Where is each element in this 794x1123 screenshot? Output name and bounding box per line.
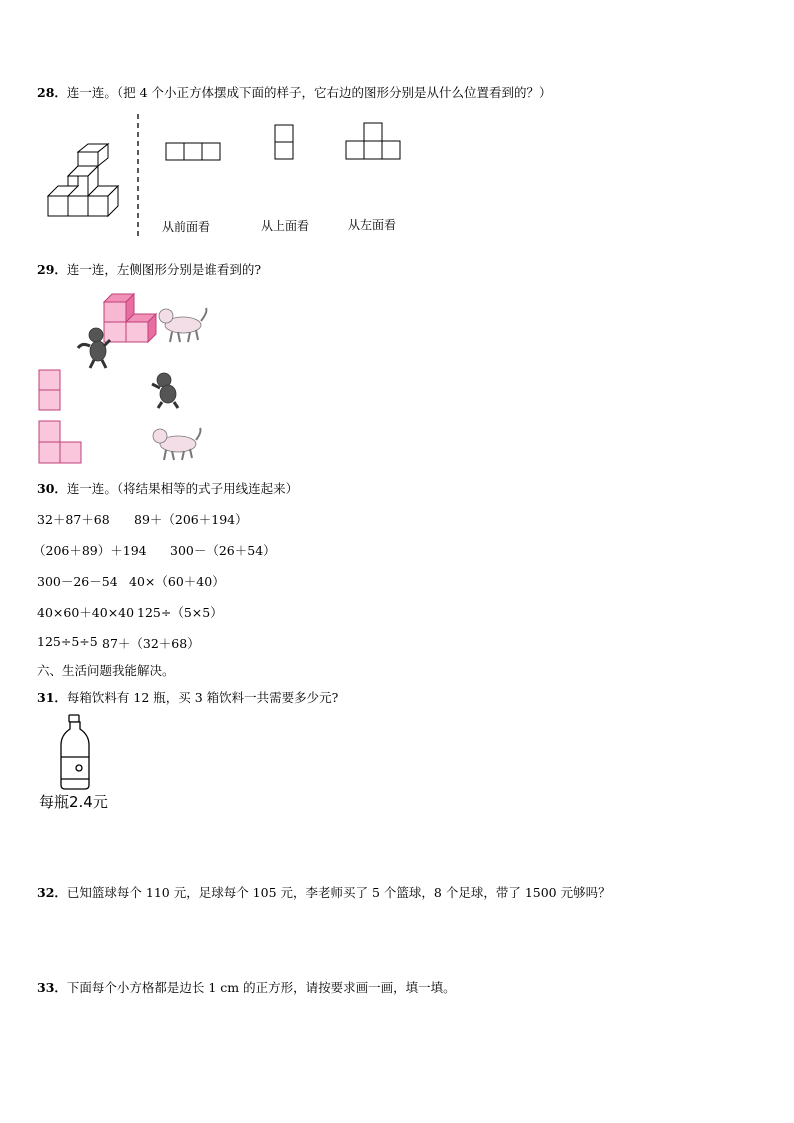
- equation-left: 125÷5÷5: [37, 634, 98, 649]
- pink-cube-stack: [104, 294, 156, 342]
- q29-figure: [38, 288, 218, 466]
- equation-right: 40×（60＋40）: [129, 574, 225, 589]
- question-text: 已知篮球每个 110 元，足球每个 105 元，李老师买了 5 个篮球，8 个足球，带了 1500 元够吗？: [66, 885, 611, 900]
- view-figure-l-shape: [39, 421, 81, 463]
- question-30: [37, 479, 298, 497]
- question-32: [37, 883, 611, 901]
- dog-icon: [153, 428, 201, 460]
- equation-right: 87＋（32＋68）: [102, 636, 200, 651]
- question-number: 31．: [37, 690, 67, 705]
- question-number: 28．: [37, 85, 67, 100]
- question-33: [37, 978, 456, 996]
- equation-left: 40×60＋40×40: [37, 605, 135, 620]
- question-31: [37, 688, 338, 706]
- question-text: 连一连。（将结果相等的式子用线连起来）: [66, 481, 299, 496]
- section-heading: 六、生活问题我能解决。: [37, 663, 175, 678]
- question-text: 每箱饮料有 12 瓶，买 3 箱饮料一共需要多少元?: [66, 690, 339, 705]
- top-view-figure: [275, 125, 293, 159]
- question-29: [37, 260, 261, 278]
- question-number: 32．: [37, 885, 67, 900]
- question-number: 33．: [37, 980, 67, 995]
- equation-right: 89＋（206＋194）: [134, 512, 248, 527]
- question-number: 29．: [37, 262, 67, 277]
- question-text: 下面每个小方格都是边长 1 cm 的正方形，请按要求画一画，填一填。: [66, 980, 456, 995]
- question-number: 30．: [37, 481, 67, 496]
- view-label-top: 从上面看: [261, 219, 310, 233]
- monkey-icon: [152, 373, 178, 408]
- equation-right: 300－（26＋54）: [170, 543, 276, 558]
- question-text: 连一连。（把 4 个小正方体摆成下面的样子，它右边的图形分别是从什么位置看到的？）: [66, 85, 552, 100]
- bottle-icon: [55, 713, 95, 791]
- price-label: 每瓶2.4元: [39, 793, 108, 811]
- cube-stack-figure: [48, 144, 118, 216]
- equation-left: 300－26－54: [37, 574, 118, 589]
- equation-right: 125÷（5×5）: [137, 605, 223, 620]
- question-text: 连一连，左侧图形分别是谁看到的?: [66, 262, 262, 277]
- question-28: [37, 83, 552, 101]
- front-view-figure: [166, 143, 220, 160]
- view-figure-two-stack: [39, 370, 60, 410]
- view-label-front: 从前面看: [162, 220, 211, 234]
- equation-left: 32＋87＋68: [37, 512, 110, 527]
- left-view-figure: [346, 123, 400, 159]
- equation-left: （206＋89）＋194: [33, 543, 147, 558]
- view-label-left: 从左面看: [348, 218, 397, 232]
- dog-icon: [159, 308, 206, 342]
